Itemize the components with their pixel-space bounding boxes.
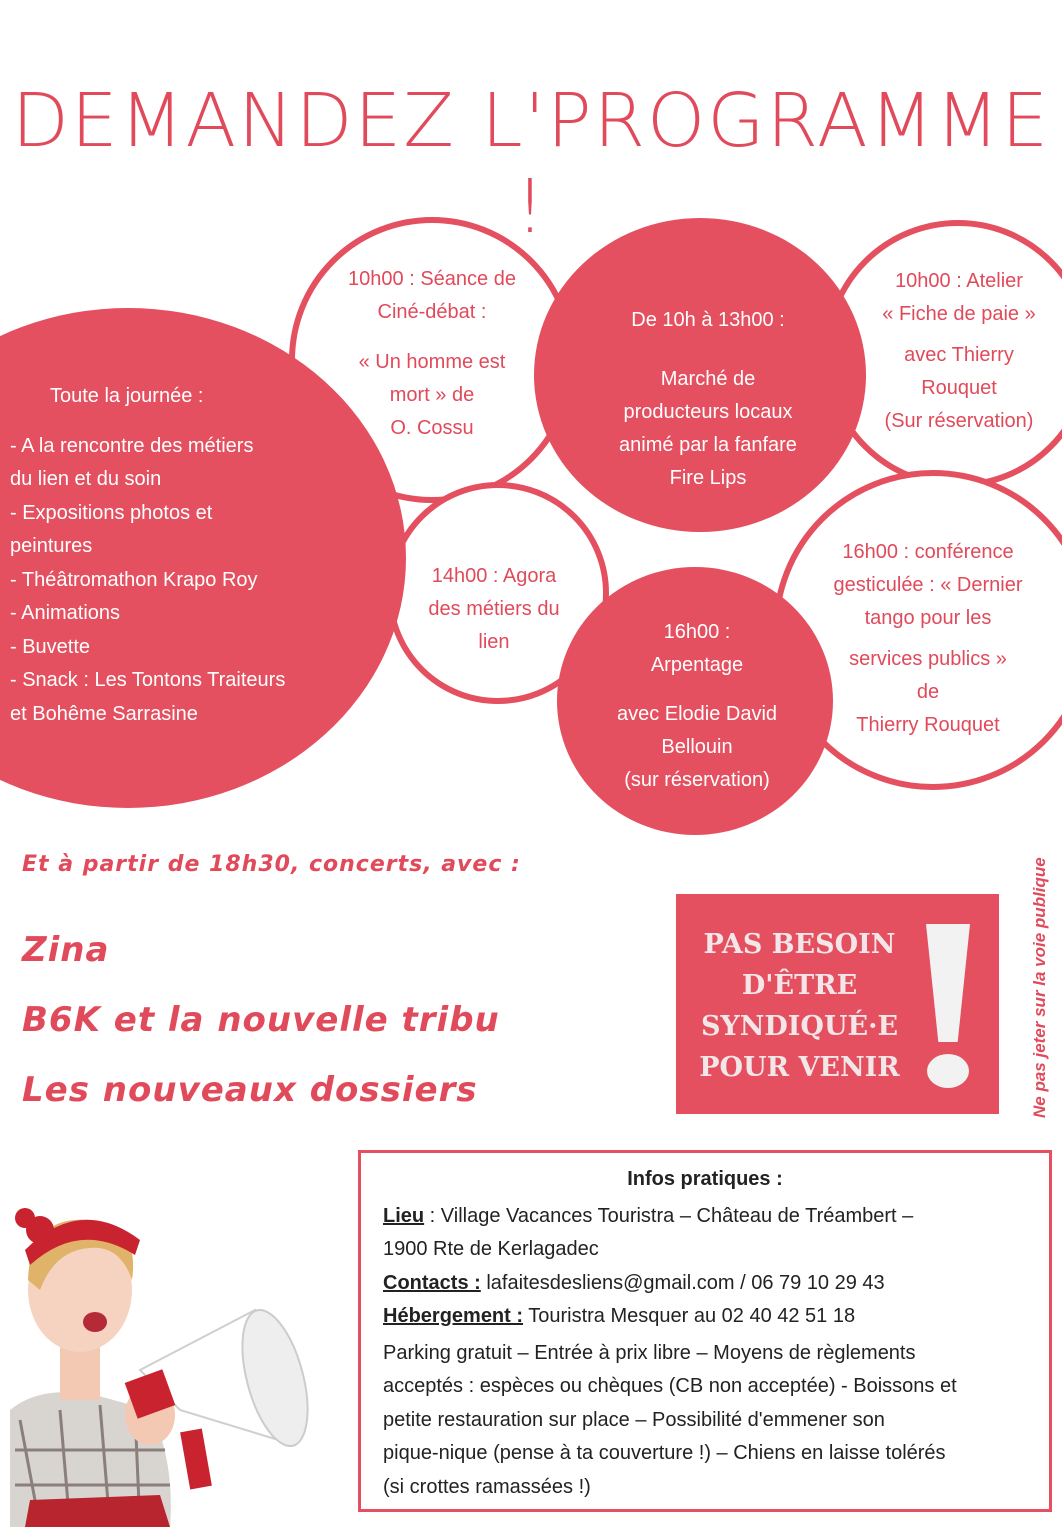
cine-line: Ciné-débat :	[377, 301, 487, 323]
agora-line: 14h00 : Agora	[431, 565, 557, 587]
hebergement-label: Hébergement :	[383, 1305, 524, 1327]
all-day-line: - Snack : Les Tontons Traiteurs	[10, 669, 286, 691]
conference-line: de	[916, 681, 940, 703]
hebergement-value: Touristra Mesquer au 02 40 42 51 18	[523, 1305, 856, 1327]
atelier-line: 10h00 : Atelier	[895, 270, 1023, 292]
marche-line: De 10h à 13h00 :	[631, 309, 785, 331]
arpentage-line: avec Elodie David	[616, 703, 778, 725]
conference-line: Thierry Rouquet	[856, 714, 1000, 736]
page-title: DEMANDEZ L'PROGRAMME !	[11, 78, 1051, 250]
atelier-line: « Fiche de paie »	[882, 303, 1036, 325]
promo-line: PAS BESOIN	[703, 929, 896, 960]
arpentage-text	[572, 616, 822, 797]
atelier-text	[855, 265, 1062, 438]
arpentage-line: Arpentage	[650, 654, 744, 676]
lieu-sep: :	[424, 1204, 441, 1227]
agora-line: des métiers du	[428, 598, 560, 620]
lieu-value: Village Vacances Touristra – Château de Tréambert –	[440, 1204, 914, 1227]
arpentage-line: 16h00 :	[663, 621, 731, 643]
marche-text	[548, 304, 868, 495]
conference-line: services publics »	[849, 648, 1007, 670]
promo-text	[692, 924, 907, 1088]
conference-line: gesticulée : « Dernier	[833, 574, 1023, 596]
lieu-value-2: 1900 Rte de Kerlagadec	[383, 1238, 599, 1260]
exclamation-dot-icon	[927, 1054, 969, 1088]
promo-panel	[676, 894, 999, 1114]
band-name: Zina	[22, 930, 110, 970]
marche-line: Fire Lips	[669, 467, 747, 489]
promo-line: SYNDIQUÉ·E	[700, 1011, 899, 1042]
conference-text	[800, 536, 1056, 742]
all-day-line: - A la rencontre des métiers	[10, 434, 254, 457]
details-line: pique-nique (pense à ta couverture !) – Chiens en laisse tolérés	[383, 1442, 946, 1464]
arpentage-line: Bellouin	[661, 736, 733, 758]
exclamation-icon	[926, 924, 970, 1042]
info-hebergement	[383, 1300, 1027, 1334]
all-day-line: et Bohême Sarrasine	[10, 702, 198, 725]
details-line: petite restauration sur place – Possibilité d'emmener son	[383, 1408, 885, 1431]
agora-text	[400, 560, 588, 659]
concerts-intro: Et à partir de 18h30, concerts, avec :	[22, 852, 521, 877]
side-note: Ne pas jeter sur la voie publique	[1030, 857, 1049, 1118]
band-name: Les nouveaux dossiers	[22, 1070, 478, 1110]
all-day-line: du lien et du soin	[10, 468, 162, 490]
atelier-line: (Sur réservation)	[884, 410, 1034, 432]
promo-line: POUR VENIR	[699, 1052, 900, 1083]
cine-line: O. Cossu	[390, 417, 474, 439]
marche-line: animé par la fanfare	[619, 434, 797, 456]
contacts-label: Contacts :	[383, 1271, 481, 1294]
info-lieu	[383, 1200, 1027, 1234]
all-day-heading: Toute la journée :	[50, 385, 204, 407]
details-line: acceptés : espèces ou chèques (CB non acceptée) - Boissons et	[383, 1375, 957, 1397]
details-line: (si crottes ramassées !)	[383, 1475, 591, 1498]
marche-line: Marché de	[660, 368, 756, 390]
atelier-line: avec Thierry	[904, 344, 1014, 366]
promo-line: D'ÊTRE	[741, 970, 858, 1001]
agora-line: lien	[478, 631, 510, 653]
info-contacts	[383, 1267, 1027, 1301]
cine-debat-text	[300, 263, 564, 445]
all-day-line: peintures	[10, 535, 93, 557]
all-day-line: - Théâtromathon Krapo Roy	[10, 568, 258, 591]
marche-line: producteurs locaux	[623, 401, 793, 423]
lieu-label: Lieu	[383, 1204, 425, 1227]
infos-title: Infos pratiques :	[627, 1168, 783, 1190]
all-day-line: - Animations	[10, 602, 121, 624]
info-details	[383, 1337, 1027, 1505]
cine-line: « Un homme est	[358, 351, 506, 373]
details-line: Parking gratuit – Entrée à prix libre – Moyens de règlements	[383, 1341, 916, 1364]
cine-line: mort » de	[389, 384, 475, 406]
all-day-line: - Buvette	[10, 635, 91, 658]
conference-line: tango pour les	[864, 607, 992, 629]
band-name: B6K et la nouvelle tribu	[22, 1000, 500, 1040]
cine-line: 10h00 : Séance de	[348, 268, 516, 290]
all-day-line: - Expositions photos et	[10, 501, 213, 524]
contacts-value[interactable]: lafaitesdesliens@gmail.com / 06 79 10 29 43	[480, 1271, 885, 1294]
atelier-line: Rouquet	[921, 377, 997, 399]
woman-megaphone-illustration	[0, 1160, 350, 1527]
infos-box	[358, 1150, 1052, 1512]
arpentage-line: (sur réservation)	[624, 769, 770, 791]
conference-line: 16h00 : conférence	[842, 541, 1014, 563]
